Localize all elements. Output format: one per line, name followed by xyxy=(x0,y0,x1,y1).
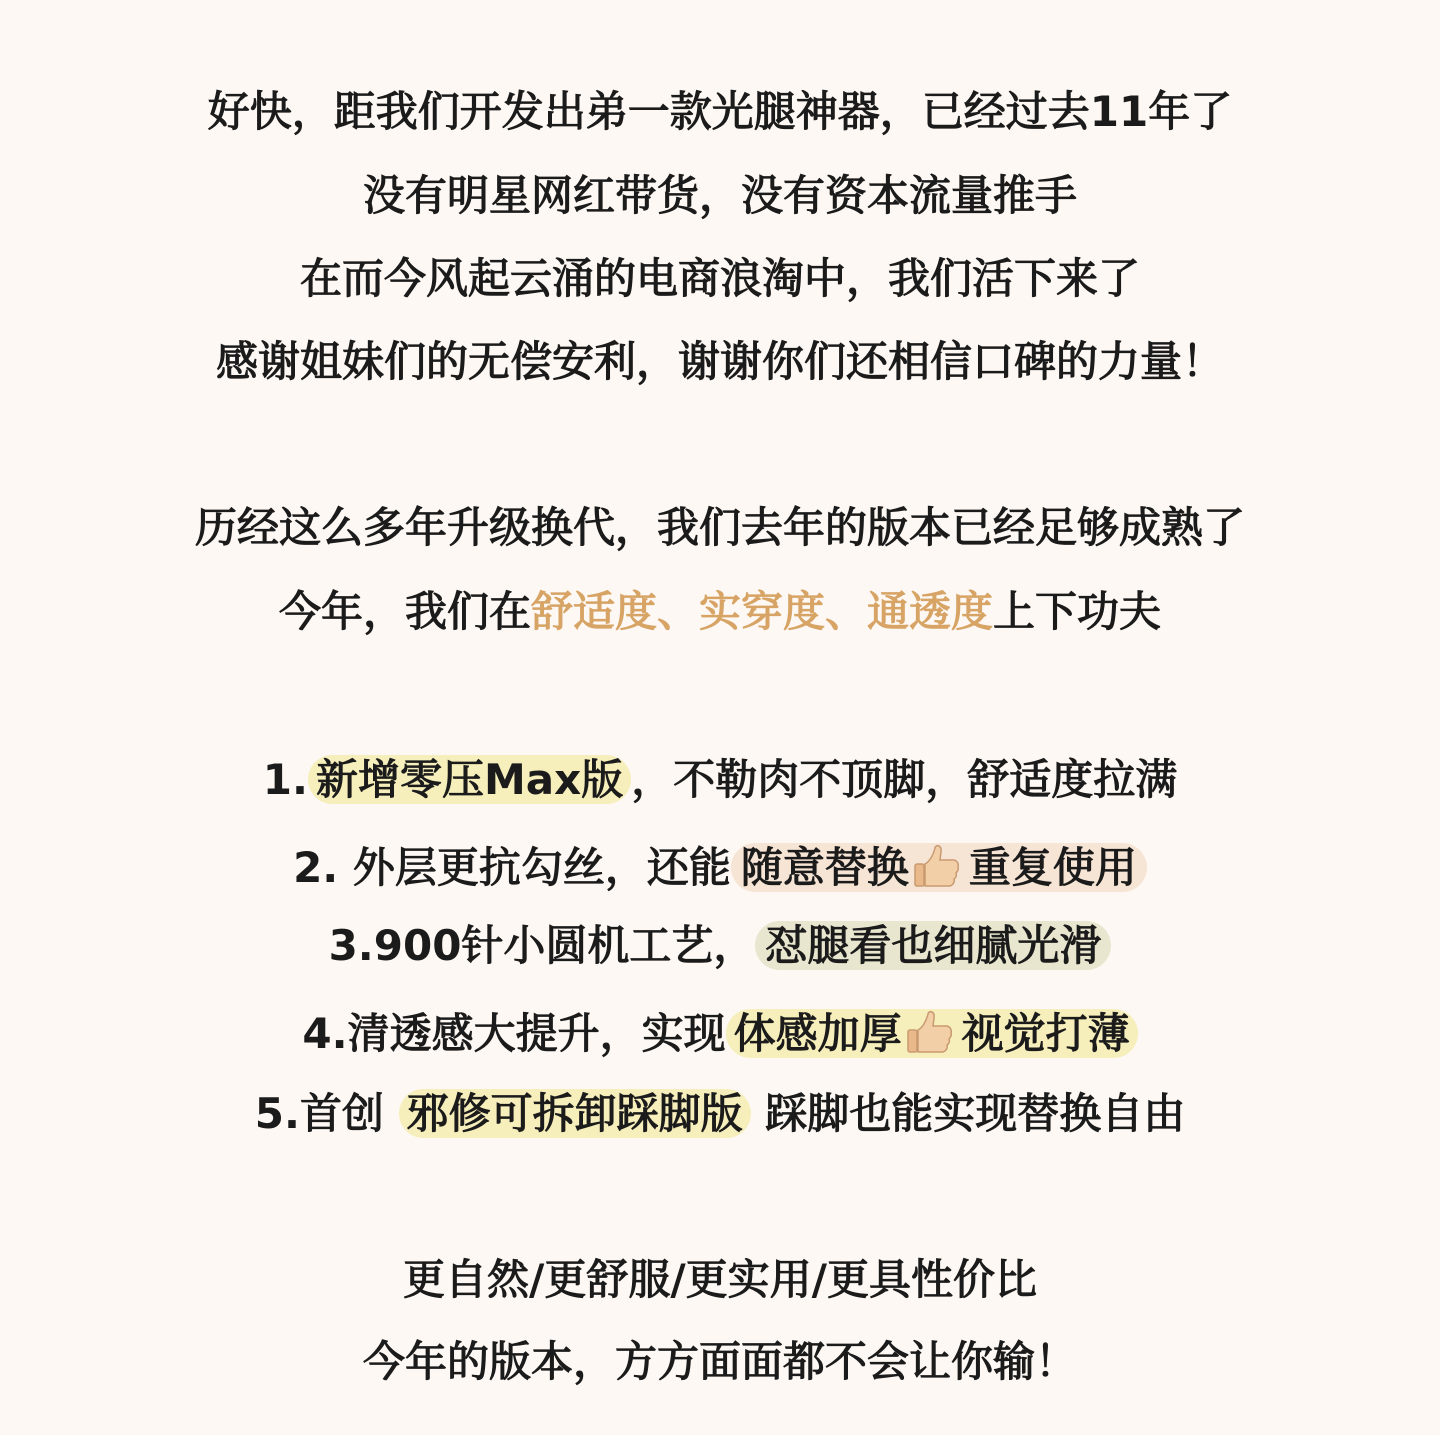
feature-item-3 xyxy=(0,918,1440,974)
feature-3-prefix: 3.900针小圆机工艺， xyxy=(328,921,756,970)
intro-line-4: 感谢姐妹们的无偿安利，谢谢你们还相信口碑的力量！ xyxy=(215,337,1224,386)
upgrade-prefix: 今年，我们在 xyxy=(278,587,531,636)
upgrade-suffix: 上下功夫 xyxy=(993,587,1162,636)
intro-line-1: 好快，距我们开发出弟一款光腿神器，已经过去11年了 xyxy=(207,87,1233,136)
upgrade-line-2 xyxy=(0,584,1440,640)
feature-item-1 xyxy=(0,752,1440,808)
feature-2-highlight xyxy=(731,843,1147,892)
feature-5-highlight: 邪修可拆卸踩脚版 xyxy=(399,1089,751,1138)
feature-1-prefix: 1. xyxy=(262,755,308,804)
feature-4-highlight-a: 体感加厚 xyxy=(733,1009,902,1058)
upgrade-line-1: 历经这么多年升级换代，我们去年的版本已经足够成熟了 xyxy=(194,503,1245,552)
feature-4-highlight xyxy=(726,1009,1138,1058)
feature-1-highlight: 新增零压Max版 xyxy=(308,755,631,804)
feature-2-highlight-a: 随意替换 xyxy=(740,843,909,892)
thumbs-up-icon xyxy=(911,842,963,890)
thumbs-up-icon xyxy=(904,1008,956,1056)
feature-breathability: 通透度 xyxy=(867,587,994,636)
feature-5-suffix: 踩脚也能实现替换自由 xyxy=(765,1089,1186,1138)
feature-5-prefix: 5.首创 xyxy=(254,1089,384,1138)
feature-1-suffix: ，不勒肉不顶脚，舒适度拉满 xyxy=(631,755,1178,804)
feature-3-highlight: 怼腿看也细腻光滑 xyxy=(755,921,1111,970)
feature-2-highlight-b: 重复使用 xyxy=(968,843,1137,892)
feature-4-highlight-b: 视觉打薄 xyxy=(961,1009,1130,1058)
closing-line-2: 今年的版本，方方面面都不会让你输！ xyxy=(362,1337,1077,1386)
feature-item-5 xyxy=(0,1086,1440,1142)
feature-item-2 xyxy=(0,840,1440,896)
feature-item-4 xyxy=(0,1006,1440,1062)
feature-wearability: 实穿度 xyxy=(698,587,825,636)
closing-line-1: 更自然/更舒服/更实用/更具性价比 xyxy=(402,1255,1038,1304)
intro-line-2: 没有明星网红带货，没有资本流量推手 xyxy=(362,171,1077,220)
separator: 、 xyxy=(656,587,699,636)
feature-4-prefix: 4.清透感大提升，实现 xyxy=(302,1009,726,1058)
feature-comfort: 舒适度 xyxy=(530,587,657,636)
intro-line-3: 在而今风起云涌的电商浪淘中，我们活下来了 xyxy=(299,254,1140,303)
separator: 、 xyxy=(825,587,868,636)
feature-2-prefix: 2. 外层更抗勾丝，还能 xyxy=(293,843,731,892)
